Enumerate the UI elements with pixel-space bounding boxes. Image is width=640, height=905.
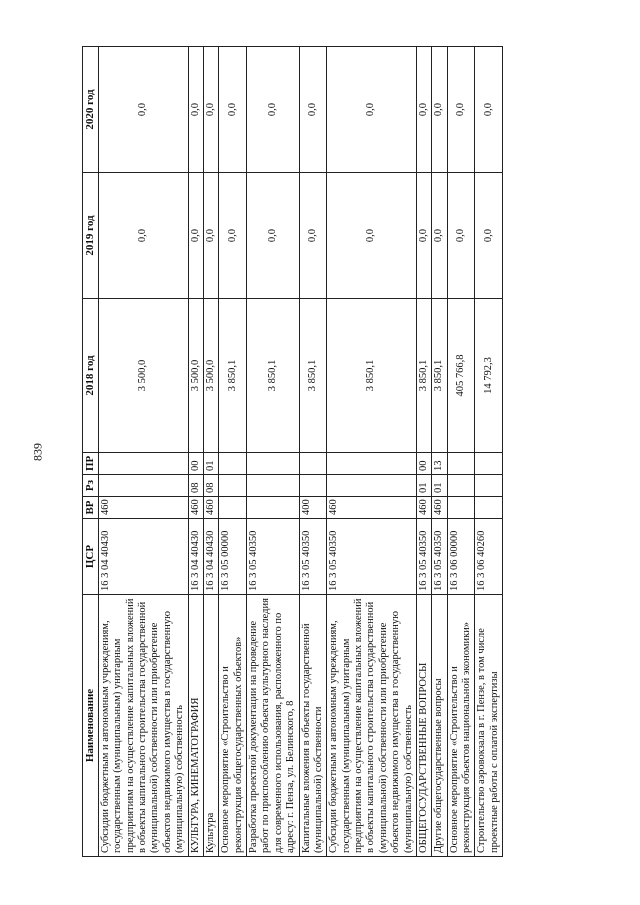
cell-rz <box>327 475 417 497</box>
cell-pr <box>219 453 247 475</box>
cell-rz: 08 <box>188 475 203 497</box>
cell-vr: 460 <box>432 497 447 519</box>
table-row <box>299 47 327 857</box>
table-header-row <box>83 47 99 857</box>
cell-csr: 16 3 05 40350 <box>327 519 417 595</box>
header-2018: 2018 год <box>83 299 99 453</box>
cell-name: Строительство аэровокзала в г. Пензе, в том числе проектные работы с оплатой экспертизы <box>475 595 503 857</box>
table-row <box>447 47 475 857</box>
cell-csr: 16 3 04 40430 <box>203 519 218 595</box>
cell-pr <box>475 453 503 475</box>
header-rz: Рз <box>83 475 99 497</box>
cell-2020: 0,0 <box>299 47 327 173</box>
cell-2018: 3 850,1 <box>432 299 447 453</box>
cell-rz <box>475 475 503 497</box>
cell-2019: 0,0 <box>447 173 475 299</box>
cell-2018: 3 850,1 <box>327 299 417 453</box>
cell-name: ОБЩЕГОСУДАРСТВЕННЫЕ ВОПРОСЫ <box>416 595 431 857</box>
cell-2018: 405 766,8 <box>447 299 475 453</box>
cell-name: Субсидии бюджетным и автономным учреждениям, государственным (муниципальным) унитарным предприятиям на осуществление капитальных вложений в объекты капитального строительства государственной (муниципальной) собственности или приобретение объектов недвижимого имущества в государственную (муниципальную) собственность <box>98 595 188 857</box>
cell-pr: 01 <box>203 453 218 475</box>
table-row <box>475 47 503 857</box>
cell-name: Другие общегосударственные вопросы <box>432 595 447 857</box>
header-pr: ПР <box>83 453 99 475</box>
cell-pr: 13 <box>432 453 447 475</box>
cell-vr <box>475 497 503 519</box>
header-vr: ВР <box>83 497 99 519</box>
cell-2020: 0,0 <box>447 47 475 173</box>
cell-csr: 16 3 05 40350 <box>247 519 300 595</box>
cell-vr: 460 <box>203 497 218 519</box>
cell-2019: 0,0 <box>432 173 447 299</box>
cell-vr <box>447 497 475 519</box>
cell-2020: 0,0 <box>203 47 218 173</box>
table-row <box>247 47 300 857</box>
cell-vr <box>247 497 300 519</box>
cell-2018: 14 792,3 <box>475 299 503 453</box>
cell-rz <box>299 475 327 497</box>
cell-2018: 3 500,0 <box>98 299 188 453</box>
cell-2019: 0,0 <box>188 173 203 299</box>
cell-2019: 0,0 <box>416 173 431 299</box>
cell-rz <box>447 475 475 497</box>
cell-2019: 0,0 <box>247 173 300 299</box>
table-row <box>416 47 431 857</box>
cell-csr: 16 3 05 40350 <box>299 519 327 595</box>
cell-2018: 3 500,0 <box>203 299 218 453</box>
cell-2019: 0,0 <box>219 173 247 299</box>
cell-rz: 08 <box>203 475 218 497</box>
cell-rz <box>219 475 247 497</box>
cell-2020: 0,0 <box>432 47 447 173</box>
cell-csr: 16 3 05 40350 <box>432 519 447 595</box>
cell-pr: 00 <box>188 453 203 475</box>
cell-vr <box>219 497 247 519</box>
cell-pr: 00 <box>416 453 431 475</box>
cell-2019: 0,0 <box>299 173 327 299</box>
cell-vr: 400 <box>299 497 327 519</box>
table-row <box>188 47 203 857</box>
cell-pr <box>299 453 327 475</box>
page-number: 839 <box>30 443 45 461</box>
cell-name: Субсидии бюджетным и автономным учреждениям, государственным (муниципальным) унитарным предприятиям на осуществление капитальных вложений в объекты капитального строительства государственной (муниципальной) собственности или приобретение объектов недвижимого имущества в государственную (муниципальную) собственность <box>327 595 417 857</box>
header-name: Наименование <box>83 595 99 857</box>
cell-name: Разработка проектной документации на проведение работ по приспособлению объекта культурного наследия для современного использования, расположенного по адресу: г. Пенза, ул. Белинского, 8 <box>247 595 300 857</box>
cell-csr: 16 3 05 00000 <box>219 519 247 595</box>
cell-2018: 3 850,1 <box>299 299 327 453</box>
header-csr: ЦСР <box>83 519 99 595</box>
cell-rz <box>98 475 188 497</box>
cell-name: Капитальные вложения в объекты государственной (муниципальной) собственности <box>299 595 327 857</box>
cell-vr: 460 <box>327 497 417 519</box>
cell-2018: 3 850,1 <box>247 299 300 453</box>
table-row <box>327 47 417 857</box>
header-2020: 2020 год <box>83 47 99 173</box>
cell-csr: 16 3 04 40430 <box>188 519 203 595</box>
cell-2018: 3 850,1 <box>219 299 247 453</box>
cell-2020: 0,0 <box>188 47 203 173</box>
cell-pr <box>247 453 300 475</box>
cell-name: Культура <box>203 595 218 857</box>
cell-pr <box>447 453 475 475</box>
rotated-table-container <box>82 47 567 857</box>
header-2019: 2019 год <box>83 173 99 299</box>
cell-pr <box>327 453 417 475</box>
table-row <box>98 47 188 857</box>
cell-2019: 0,0 <box>203 173 218 299</box>
cell-rz <box>247 475 300 497</box>
cell-vr: 460 <box>416 497 431 519</box>
cell-csr: 16 3 06 40260 <box>475 519 503 595</box>
cell-2020: 0,0 <box>416 47 431 173</box>
cell-2020: 0,0 <box>475 47 503 173</box>
cell-2019: 0,0 <box>475 173 503 299</box>
cell-vr: 460 <box>98 497 188 519</box>
table-row <box>432 47 447 857</box>
cell-2020: 0,0 <box>219 47 247 173</box>
cell-pr <box>98 453 188 475</box>
table-row <box>219 47 247 857</box>
cell-rz: 01 <box>432 475 447 497</box>
cell-rz: 01 <box>416 475 431 497</box>
cell-2020: 0,0 <box>247 47 300 173</box>
cell-name: КУЛЬТУРА, КИНЕМАТОГРАФИЯ <box>188 595 203 857</box>
cell-name: Основное мероприятие «Строительство и реконструкция общегосударственных объектов» <box>219 595 247 857</box>
cell-2020: 0,0 <box>98 47 188 173</box>
cell-csr: 16 3 06 00000 <box>447 519 475 595</box>
cell-2019: 0,0 <box>98 173 188 299</box>
cell-name: Основное мероприятие «Строительство и реконструкция объектов национальной экономики» <box>447 595 475 857</box>
cell-vr: 460 <box>188 497 203 519</box>
cell-2018: 3 500,0 <box>188 299 203 453</box>
cell-2019: 0,0 <box>327 173 417 299</box>
table-row <box>203 47 218 857</box>
cell-csr: 16 3 05 40350 <box>416 519 431 595</box>
cell-2020: 0,0 <box>327 47 417 173</box>
budget-table <box>82 46 503 857</box>
cell-2018: 3 850,1 <box>416 299 431 453</box>
cell-csr: 16 3 04 40430 <box>98 519 188 595</box>
